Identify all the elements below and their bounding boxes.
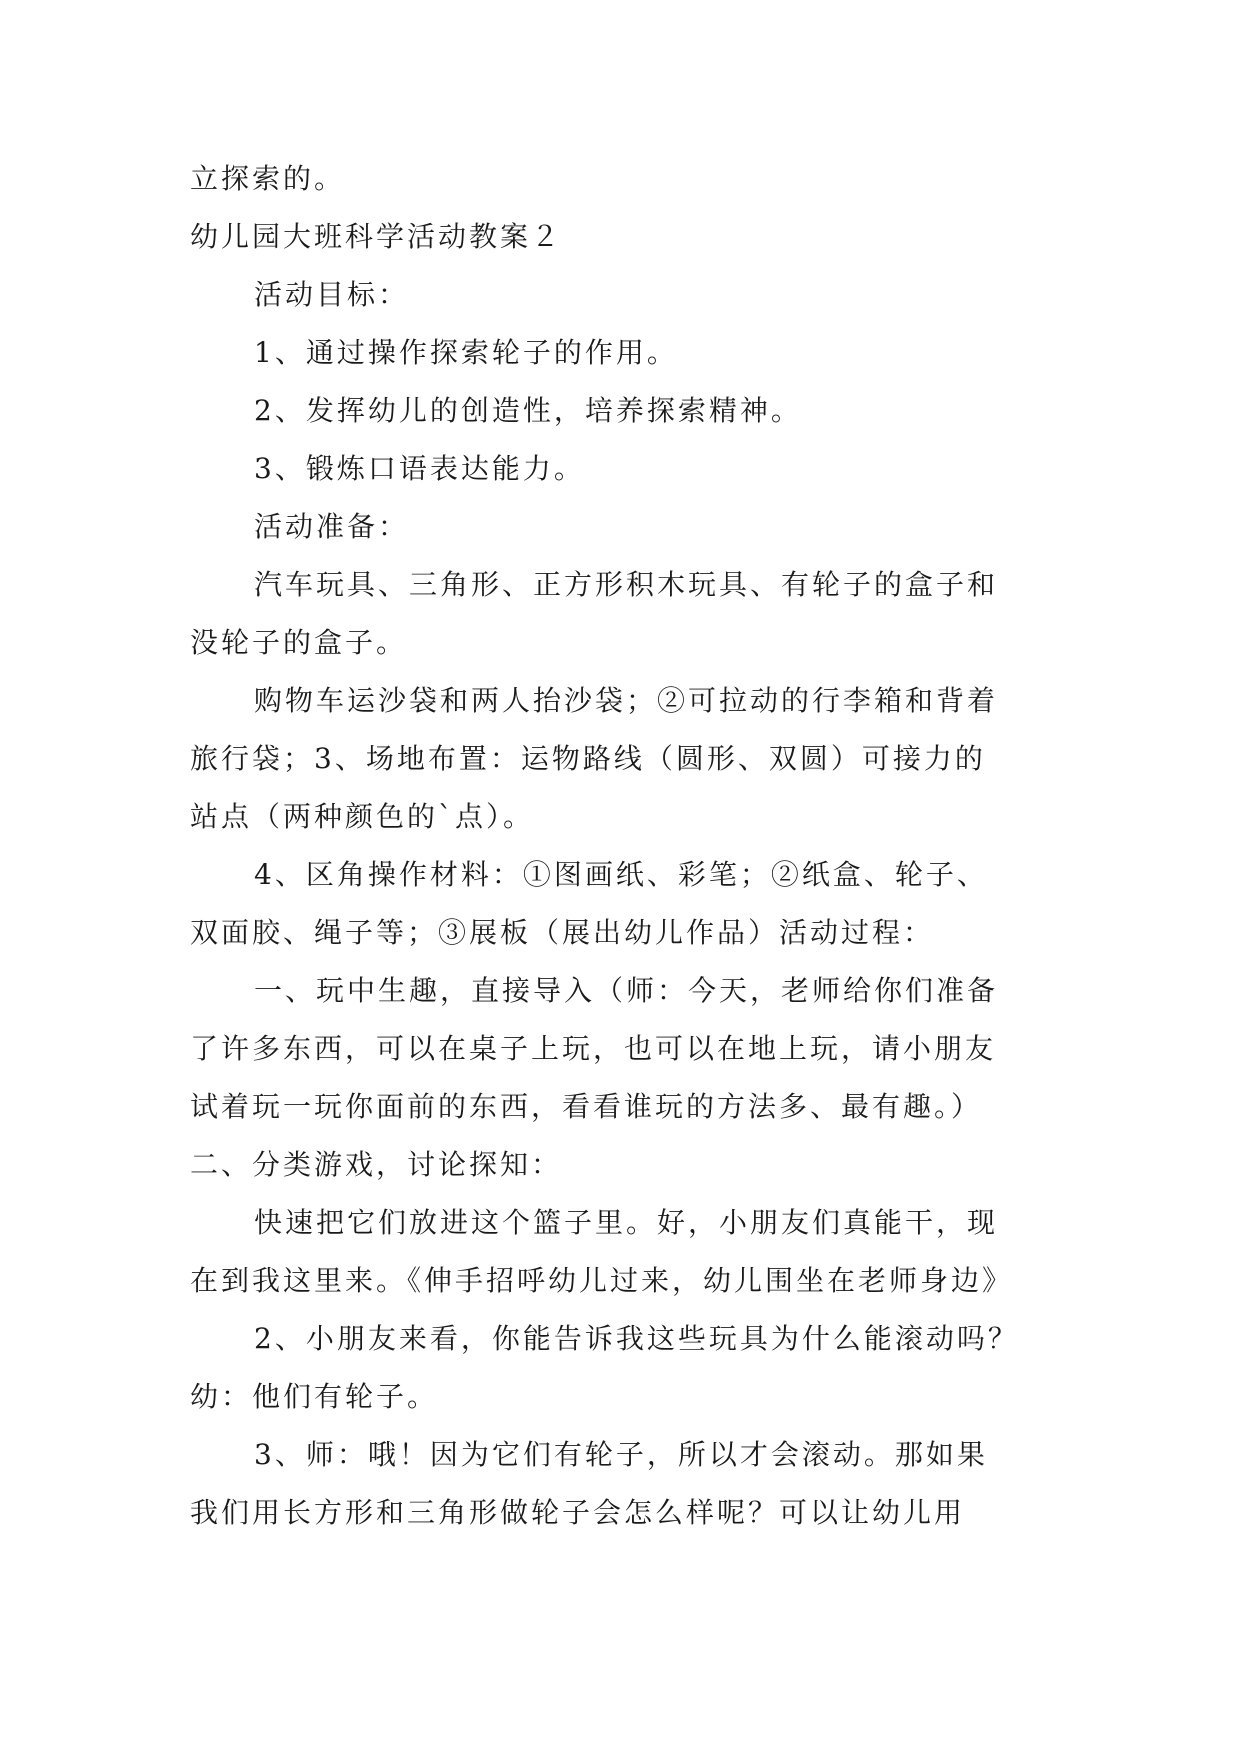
paragraph-line: 汽车玩具、三角形、正方形积木玩具、有轮子的盒子和 <box>254 568 999 601</box>
paragraph-line: 快速把它们放进这个篮子里。好，小朋友们真能干，现 <box>254 1206 999 1239</box>
paragraph-line: 试着玩一玩你面前的东西，看看谁玩的方法多、最有趣。） <box>190 1090 983 1123</box>
document-body <box>190 150 1060 1542</box>
paragraph-line: 了许多东西，可以在桌子上玩，也可以在地上玩，请小朋友 <box>190 1032 997 1065</box>
paragraph-line: 没轮子的盒子。 <box>190 626 408 659</box>
paragraph-line: 站点（两种颜色的`点）。 <box>190 800 535 833</box>
goal-item-1: 1、通过操作探索轮子的作用。 <box>254 336 678 369</box>
paragraph-line: 幼：他们有轮子。 <box>190 1380 439 1413</box>
paragraph-line: 旅行袋；3、场地布置：运物路线（圆形、双圆）可接力的 <box>190 742 986 775</box>
section-title: 幼儿园大班科学活动教案２ <box>190 220 563 253</box>
goal-item-3: 3、锻炼口语表达能力。 <box>254 452 585 485</box>
paragraph-line: 4、区角操作材料：①图画纸、彩笔；②纸盒、轮子、 <box>254 858 988 891</box>
paragraph-line: 一、玩中生趣，直接导入（师：今天，老师给你们准备 <box>254 974 999 1007</box>
goal-item-2: 2、发挥幼儿的创造性，培养探索精神。 <box>254 394 802 427</box>
paragraph-line: 二、分类游戏，讨论探知： <box>190 1148 563 1181</box>
paragraph-line: 双面胶、绳子等；③展板（展出幼儿作品）活动过程： <box>190 916 935 949</box>
paragraph-line: 在到我这里来。《伸手招呼幼儿过来，幼儿围坐在老师身边》 <box>190 1264 1014 1297</box>
paragraph-line: 购物车运沙袋和两人抬沙袋；②可拉动的行李箱和背着 <box>254 684 999 717</box>
heading-activity-preparation: 活动准备： <box>254 510 410 543</box>
paragraph-line: 2、小朋友来看，你能告诉我这些玩具为什么能滚动吗？ <box>254 1322 1019 1355</box>
paragraph-line: 立探索的。 <box>190 162 346 195</box>
paragraph-line: 我们用长方形和三角形做轮子会怎么样呢？可以让幼儿用 <box>190 1496 966 1529</box>
heading-activity-goals: 活动目标： <box>254 278 410 311</box>
paragraph-line: 3、师：哦！因为它们有轮子，所以才会滚动。那如果 <box>254 1438 988 1471</box>
